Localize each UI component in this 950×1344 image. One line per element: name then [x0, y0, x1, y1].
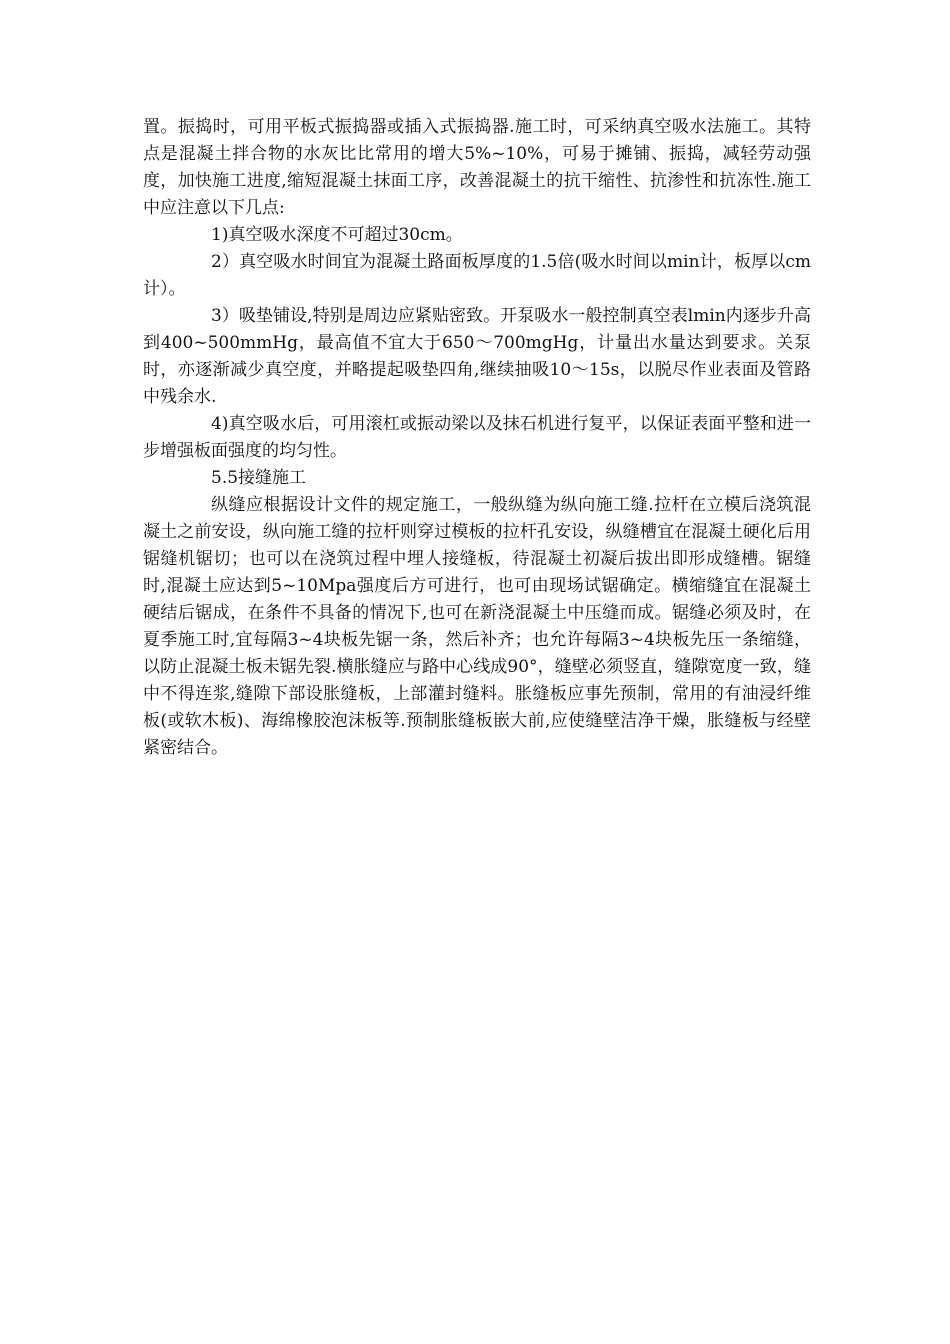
paragraph-joint-construction: 纵缝应根据设计文件的规定施工，一般纵缝为纵向施工缝.拉杆在立模后浇筑混凝土之前安设，纵向施工缝的拉杆则穿过模板的拉杆孔安设，纵缝槽宜在混凝土硬化后用锯缝机锯切；也可以在浇筑过程中埋人接缝板，待混凝土初凝后拔出即形成缝槽。锯缝时,混凝土应达到5~10Mpa强度后方可进行，也可由现场试锯确定。横缩缝宜在混凝土硬结后锯成，在条件不具备的情况下,也可在新浇混凝土中压缝而成。锯缝必须及时，在夏季施工时,宜每隔3~4块板先锯一条，然后补齐；也允许每隔3~4块板先压一条缩缝，以防止混凝土板未锯先裂.横胀缝应与路中心线成90°，缝壁必须竖直，缝隙宽度一致，缝中不得连浆,缝隙下部设胀缝板，上部灌封缝料。胀缝板应事先预制，常用的有油浸纤维板(或软木板)、海绵橡胶泡沫板等.预制胀缝板嵌大前,应使缝壁洁净干燥，胀缝板与经壁紧密结合。: [143, 495, 811, 758]
paragraph-item-1: 1)真空吸水深度不可超过30cm。: [211, 225, 463, 245]
document-body: [143, 114, 811, 762]
section-heading: 5.5接缝施工: [211, 468, 307, 488]
paragraph-item-2: 2）真空吸水时间宜为混凝土路面板厚度的1.5倍(吸水时间以min计，板厚以cm计）。: [143, 252, 811, 299]
paragraph-continuation: 置。振捣时，可用平板式振捣器或插入式振捣器.施工时，可采纳真空吸水法施工。其特点是混凝土拌合物的水灰比比常用的增大5%~10%，可易于摊铺、振捣，减轻劳动强度，加快施工进度,缩短混凝土抹面工序，改善混凝土的抗干缩性、抗渗性和抗冻性.施工中应注意以下几点:: [143, 117, 811, 218]
paragraph-item-3: 3）吸垫铺设,特别是周边应紧贴密致。开泵吸水一般控制真空表lmin内逐步升高到400~500mmHg，最高值不宜大于650～700mgHg，计量出水量达到要求。关泵时，亦逐渐减少真空度，并略提起吸垫四角,继续抽吸10～15s，以脱尽作业表面及管路中残余水.: [143, 306, 811, 407]
paragraph-item-4: 4)真空吸水后，可用滚杠或振动梁以及抹石机进行复平，以保证表面平整和进一步增强板面强度的均匀性。: [143, 414, 811, 461]
